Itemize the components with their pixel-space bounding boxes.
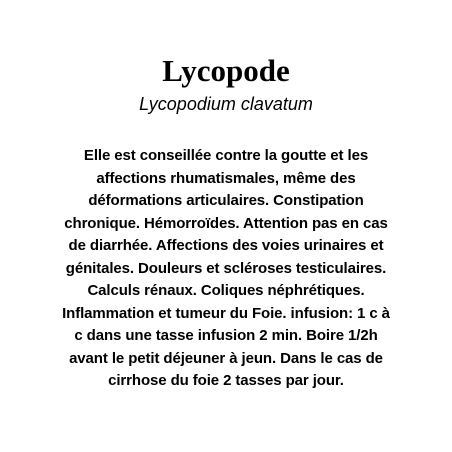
description-line: déformations articulaires. Constipation (88, 192, 364, 209)
description-line: génitales. Douleurs et scléroses testiculaires. (65, 259, 387, 277)
description-line: chronique. Hémorroïdes. Attention pas en cas (64, 214, 388, 232)
plant-description (20, 145, 432, 393)
description-line: de diarrhée. Affections des voies urinaires et (68, 237, 384, 254)
description-line: Elle est conseillée contre la goutte et les (83, 147, 369, 164)
description-line: c dans une tasse infusion 2 min. Boire 1/2h (74, 327, 378, 344)
description-line: cirrhose du foie 2 tasses par jour. (108, 372, 344, 389)
description-line: avant le petit déjeuner à jeun. Dans le cas de (69, 349, 383, 367)
plant-latin-name: Lycopodium clavatum (139, 94, 313, 114)
description-line: Calculs rénaux. Coliques néphrétiques. (87, 282, 365, 299)
description-line: Inflammation et tumeur du Foie. infusion: 1 c à (62, 304, 390, 322)
description-line: affections rhumatismales, même des (96, 169, 356, 187)
plant-title: Lycopode (162, 53, 290, 88)
